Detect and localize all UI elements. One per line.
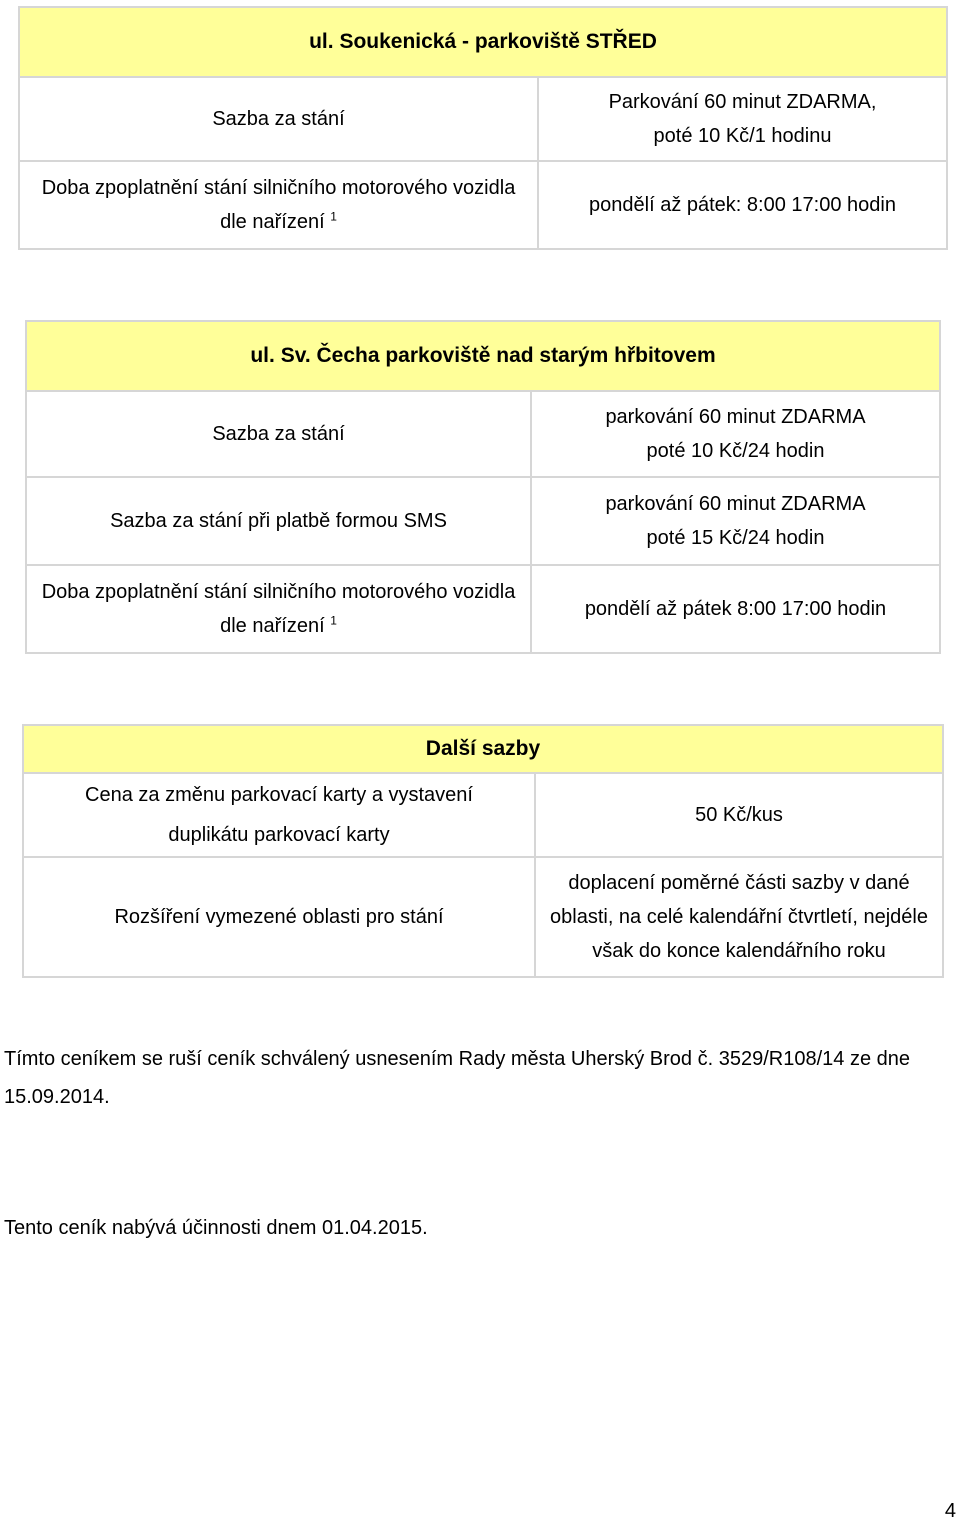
duration-value: pondělí až pátek 8:00 17:00 hodin (531, 565, 940, 653)
footnote-marker: 1 (330, 613, 337, 628)
parking-table-cecha (25, 320, 941, 654)
table-title: Další sazby (23, 725, 943, 773)
rate-label: Sazba za stání (26, 391, 531, 477)
footnote-marker: 1 (330, 209, 337, 224)
card-change-label: Cena za změnu parkovací karty a vystavení duplikátu parkovací karty (23, 773, 535, 857)
area-extension-value: doplacení poměrné části sazby v dané oblasti, na celé kalendářní čtvrtletí, nejdéle však do konce kalendářního roku (535, 857, 943, 977)
sms-rate-label: Sazba za stání při platbě formou SMS (26, 477, 531, 565)
rate-label: Sazba za stání (19, 77, 538, 161)
cancellation-note: Tímto ceníkem se ruší ceník schválený usnesením Rady města Uherský Brod č. 3529/R108/14 ze dne 15.09.2014. (4, 1048, 910, 1108)
sms-rate-value: parkování 60 minut ZDARMA poté 15 Kč/24 hodin (531, 477, 940, 565)
table-title: ul. Sv. Čecha parkoviště nad starým hřbitovem (26, 321, 940, 391)
table-title: ul. Soukenická - parkoviště STŘED (19, 7, 947, 77)
rate-value: parkování 60 minut ZDARMA poté 10 Kč/24 hodin (531, 391, 940, 477)
duration-label: Doba zpoplatnění stání silničního motorového vozidla dle nařízení $^1$ (19, 161, 538, 249)
area-extension-label: Rozšíření vymezené oblasti pro stání (23, 857, 535, 977)
duration-value: pondělí až pátek: 8:00 17:00 hodin (538, 161, 947, 249)
duration-label: Doba zpoplatnění stání silničního motorového vozidla dle nařízení $^1$ (26, 565, 531, 653)
effective-date-note: Tento ceník nabývá účinnosti dnem 01.04.2015. (4, 1217, 428, 1239)
other-rates-table (22, 724, 944, 978)
rate-value: Parkování 60 minut ZDARMA, poté 10 Kč/1 hodinu (538, 77, 947, 161)
card-change-value: 50 Kč/kus (535, 773, 943, 857)
page-number: 4 (944, 1500, 956, 1522)
parking-table-stred (18, 6, 948, 250)
